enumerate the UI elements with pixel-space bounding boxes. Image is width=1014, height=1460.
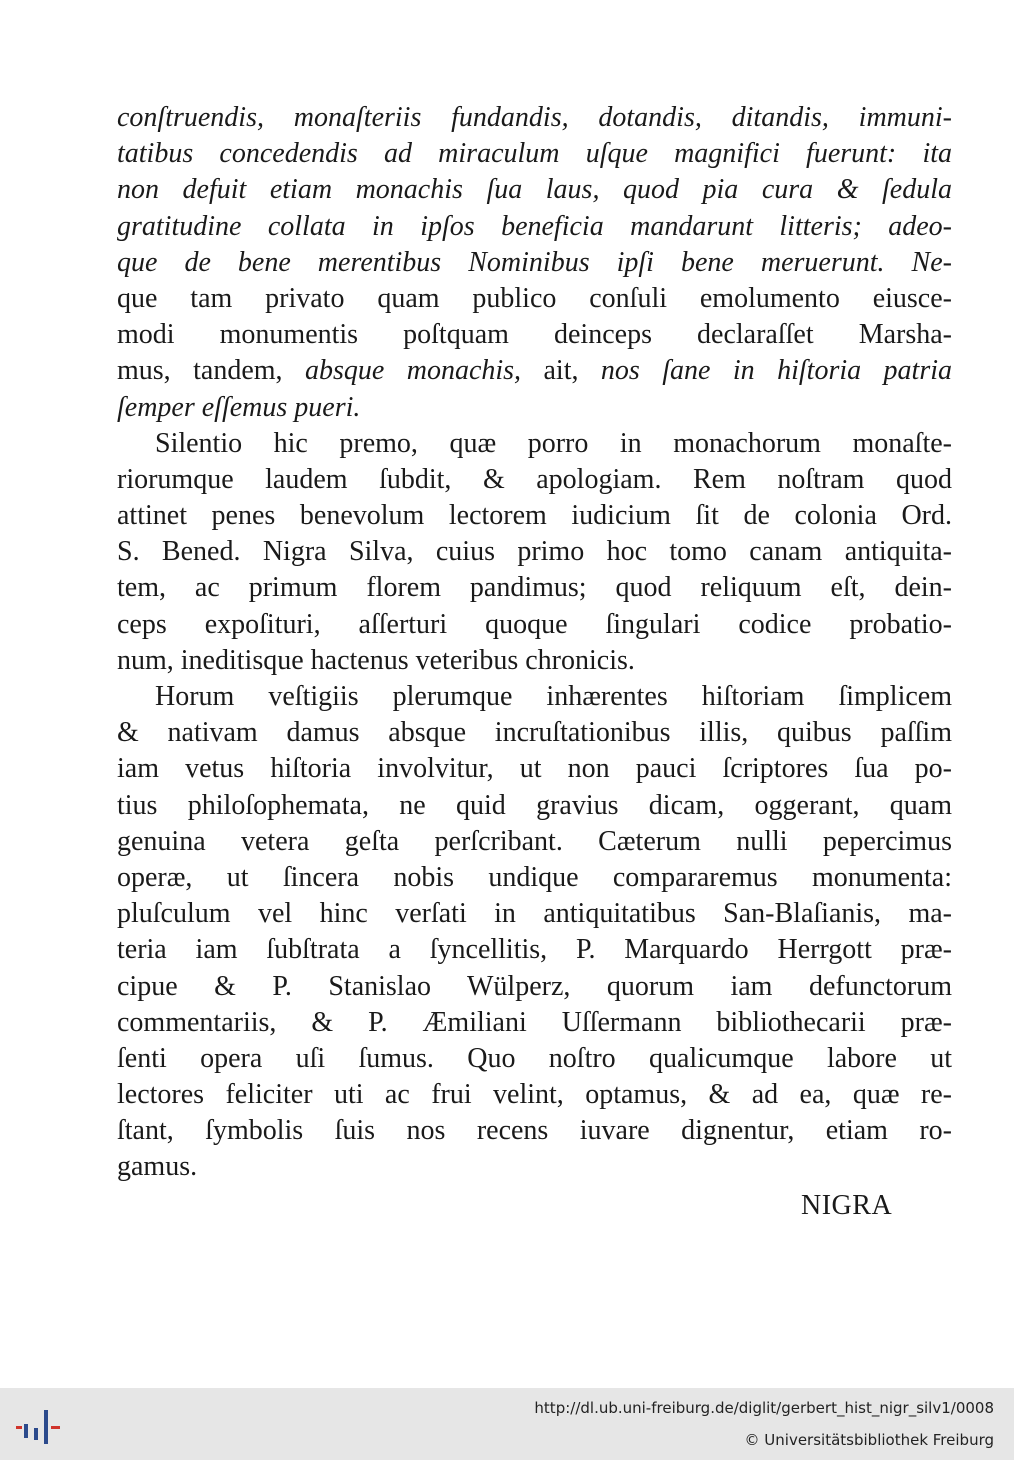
text-line: gamus. [117, 1151, 198, 1183]
text-line: tius philoſophemata, ne quid gravius dicam, oggerant, quam [117, 789, 952, 821]
text-line: que de bene merentibus Nominibus ipſi bene meruerunt. Ne- [117, 246, 952, 278]
text-line: iam vetus hiſtoria involvitur, ut non pauci ſcriptores ſua po- [117, 753, 952, 785]
text-segment: absque monachis, [304, 355, 522, 387]
text-line: genuina vetera geſta perſcribant. Cæterum nulli pepercimus [117, 825, 952, 857]
text-segment: nos ſane in hiſtoria patria [600, 355, 953, 387]
text-line: teria iam ſubſtrata a ſyncellitis, P. Marquardo Herrgott præ- [117, 934, 952, 966]
text-line: ceps expoſituri, aſſerturi quoque ſingulari codice probatio- [117, 608, 952, 640]
text-segment: ait, [521, 355, 601, 387]
text-line: riorumque laudem ſubdit, & apologiam. Rem noſtram quod [117, 463, 952, 495]
text-line: lectores feliciter uti ac frui velint, optamus, & ad ea, quæ re- [117, 1079, 952, 1111]
text-line: tatibus concedendis ad miraculum uſque magnifici fuerunt: ita [117, 138, 952, 170]
text-line: operæ, ut ſincera nobis undique compararemus monumenta: [117, 861, 952, 893]
body-text [117, 100, 952, 1186]
text-line: gratitudine collata in ipſos beneficia mandarunt litteris; adeo- [117, 210, 952, 242]
text-line: modi monumentis poſtquam deinceps declaraſſet Marsha- [117, 319, 952, 351]
text-line: Silentio hic premo, quæ porro in monachorum monaſte- [155, 427, 952, 459]
text-line: attinet penes benevolum lectorem iudicium ſit de colonia Ord. [117, 500, 952, 532]
text-line: pluſculum vel hinc verſati in antiquitatibus San-Blaſianis, ma- [117, 898, 952, 930]
text-line: ſemper eſſemus pueri. [117, 391, 361, 423]
text-line: cipue & P. Stanislao Wülperz, quorum iam defunctorum [117, 970, 952, 1002]
copyright-notice: © Universitätsbibliothek Freiburg [744, 1431, 994, 1449]
text-line: S. Bened. Nigra Silva, cuius primo hoc tomo canam antiquita- [117, 536, 952, 568]
text-line: & nativam damus absque incruſtationibus illis, quibus paſſim [117, 717, 952, 749]
text-line: ſenti opera uſi ſumus. Quo noſtro qualicumque labore ut [117, 1042, 952, 1074]
text-line: non defuit etiam monachis ſua laus, quod pia cura & ſedula [117, 174, 952, 206]
text-line: tem, ac primum florem pandimus; quod reliquum eſt, dein- [117, 572, 952, 604]
text-segment: mus, tandem, [117, 355, 305, 387]
text-line: commentariis, & P. Æmiliani Uſſermann bibliothecarii præ- [117, 1006, 952, 1038]
text-line: conſtruendis, monaſteriis fundandis, dotandis, ditandis, immuni- [117, 102, 952, 133]
text-line [117, 353, 952, 389]
text-line: Horum veſtigiis plerumque inhærentes hiſtoriam ſimplicem [155, 681, 952, 712]
text-line: num, ineditisque hactenus veteribus chronicis. [117, 644, 635, 676]
viewer-footer [0, 1388, 1014, 1460]
text-line: que tam privato quam publico conſuli emolumento eiusce- [117, 282, 952, 314]
text-line: ſtant, ſymbolis ſuis nos recens iuvare dignentur, etiam ro- [117, 1115, 952, 1147]
catchword: NIGRA [801, 1190, 893, 1221]
library-logo-icon [14, 1398, 66, 1450]
permalink-url[interactable]: http://dl.ub.uni-freiburg.de/diglit/gerbert_hist_nigr_silv1/0008 [534, 1399, 994, 1417]
